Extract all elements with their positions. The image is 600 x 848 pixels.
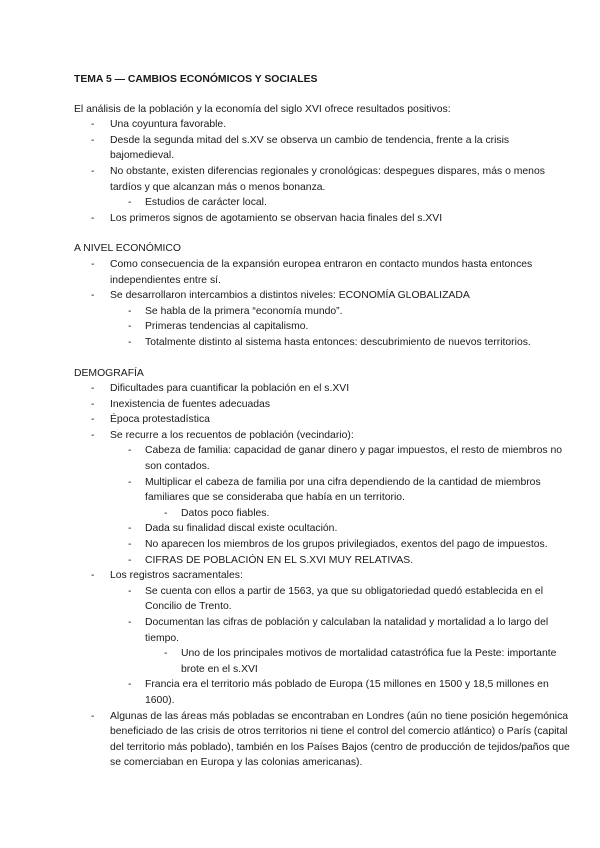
bullet-dash: - (91, 165, 95, 177)
list-item (74, 615, 570, 646)
list-item (74, 133, 570, 164)
list-item (74, 568, 570, 584)
bullet-dash: - (128, 679, 132, 691)
list-item-text: Uno de los principales motivos de mortalidad catastrófica fue la Peste: importante brote en el s.XVI (181, 648, 557, 675)
list-item-text: CIFRAS DE POBLACIÓN EN EL S.XVI MUY RELATIVAS. (145, 554, 414, 566)
list-item-text: Cabeza de familia: capacidad de ganar dinero y pagar impuestos, el resto de miembros no son contados. (145, 445, 563, 473)
bullet-dash: - (128, 476, 132, 488)
list-item (74, 195, 570, 211)
bullet-dash: - (91, 570, 95, 582)
list-item-text: Estudios de carácter local. (145, 197, 267, 209)
bullet-dash: - (128, 305, 132, 317)
list-item-text: Datos poco fiables. (181, 507, 270, 519)
list-item (74, 646, 570, 677)
list-item-text: Primeras tendencias al capitalismo. (145, 321, 309, 333)
bullet-dash: - (91, 290, 95, 302)
list-item (74, 443, 570, 474)
list-item (74, 412, 570, 428)
bullet-dash: - (128, 523, 132, 535)
bullet-dash: - (91, 414, 95, 426)
bullet-dash: - (91, 119, 95, 131)
list-item (74, 428, 570, 444)
list-item-text: Totalmente distinto al sistema hasta entonces: descubrimiento de nuevos territorios. (145, 336, 531, 348)
bullet-dash: - (128, 585, 132, 597)
list-item-text: Como consecuencia de la expansión europea entraron en contacto mundos hasta entonces independientes entre sí. (110, 258, 533, 286)
list-item (74, 521, 570, 537)
bullet-dash: - (128, 617, 132, 628)
bullet-dash: - (91, 212, 95, 224)
list-item (74, 475, 570, 506)
list-item (74, 397, 570, 413)
section-heading-demografia: DEMOGRAFÍA (74, 367, 144, 379)
intro-paragraph: El análisis de la población y la economía del siglo XVI ofrece resultados positivos: (74, 103, 451, 115)
bullet-dash: - (128, 197, 132, 209)
list-item (74, 506, 570, 522)
bullet-dash: - (128, 445, 132, 457)
intro-list (74, 117, 570, 226)
bullet-dash: - (128, 539, 132, 551)
list-item (74, 553, 570, 569)
bullet-dash: - (164, 507, 168, 519)
list-item-text: Desde la segunda mitad del s.XV se observa un cambio de tendencia, frente a la crisis bajomedieval. (110, 134, 510, 162)
section-heading-economico: A NIVEL ECONÓMICO (74, 243, 182, 255)
list-item (74, 381, 570, 397)
demografia-list (74, 381, 570, 771)
list-item-text: Inexistencia de fuentes adecuadas (110, 398, 271, 410)
bullet-dash: - (91, 134, 95, 146)
list-item (74, 319, 570, 335)
economico-list (74, 257, 570, 351)
list-item-text: Se cuenta con ellos a partir de 1563, ya que su obligatoriedad quedó establecida en el Concilio de Trento. (145, 585, 544, 613)
list-item-text: Época protestadística (110, 414, 210, 426)
bullet-dash: - (128, 336, 132, 348)
list-item (74, 709, 570, 771)
list-item-text: Se desarrollaron intercambios a distintos niveles: ECONOMÍA GLOBALIZADA (110, 290, 470, 302)
list-item-text: Se recurre a los recuentos de población (vecindario): (110, 429, 354, 441)
list-item (74, 537, 570, 553)
bullet-dash: - (164, 648, 168, 660)
list-item-text: Francia era el territorio más poblado de Europa (15 millones en 1500 y 18,5 millones en 1600). (145, 679, 549, 706)
list-item (74, 164, 570, 195)
list-item-text: Se habla de la primera “economía mundo”. (145, 305, 343, 317)
document-title: TEMA 5 — CAMBIOS ECONÓMICOS Y SOCIALES (74, 74, 318, 85)
list-item (74, 304, 570, 320)
bullet-dash: - (128, 554, 132, 566)
list-item (74, 288, 570, 304)
list-item-text: Dificultades para cuantificar la población en el s.XVI (110, 383, 350, 395)
list-item-text: Dada su finalidad discal existe ocultación. (145, 523, 338, 535)
list-item-text: No obstante, existen diferencias regionales y cronológicas: despegues dispares, más o menos tardíos y que alcanzan más o menos bonanza. (110, 165, 545, 193)
list-item-text: Los registros sacramentales: (110, 570, 243, 582)
list-item-text: No aparecen los miembros de los grupos privilegiados, exentos del pago de impuestos. (145, 539, 548, 551)
list-item-text: Multiplicar el cabeza de familia por una cifra dependiendo de la cantidad de miembros familiares que se consideraba que había en un territorio. (145, 476, 541, 504)
list-item-text: Una coyuntura favorable. (110, 119, 227, 131)
list-item-text: Documentan las cifras de población y calculaban la natalidad y mortalidad a lo largo del tiempo. (145, 617, 549, 644)
list-item (74, 335, 570, 351)
list-item-text: Algunas de las áreas más pobladas se encontraban en Londres (aún no tiene posición hegemónica beneficiado de las crisis de otros territorios ni tiene el control del comercio atlántico) o París (capital del territorio más poblado), también en los Países Bajos (centro de producción de tejidos/paños que se comerciaban en Europa y las colonias americanas). (110, 710, 570, 769)
bullet-dash: - (91, 398, 95, 410)
bullet-dash: - (91, 383, 95, 395)
bullet-dash: - (128, 321, 132, 333)
list-item (74, 677, 570, 708)
list-item (74, 211, 570, 227)
bullet-dash: - (91, 429, 95, 441)
list-item (74, 117, 570, 133)
list-item-text: Los primeros signos de agotamiento se observan hacia finales del s.XVI (110, 212, 443, 224)
list-item (74, 257, 570, 288)
bullet-dash: - (91, 258, 95, 270)
list-item (74, 584, 570, 615)
bullet-dash: - (91, 710, 95, 722)
